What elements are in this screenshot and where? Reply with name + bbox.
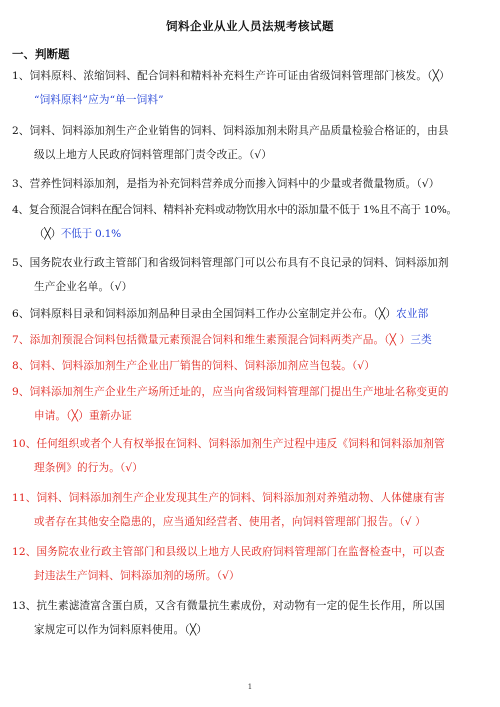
question-text-cont: 或者存在其他安全隐患的，应当通知经营者、使用者，向饲料管理部门报告。 (34, 516, 400, 528)
question-number: 4、 (12, 204, 29, 216)
answer-mark: （√） (248, 149, 272, 161)
question-text: 饲料添加剂生产企业生产场所迁址的，应当向省级饲料管理部门提出生产地址名称变更的 (29, 386, 449, 398)
question-8 (12, 354, 490, 378)
answer-mark: （√） (109, 281, 133, 293)
question-number: 9、 (12, 386, 30, 398)
question-13 (12, 594, 490, 642)
answer-mark: （╳） (66, 410, 89, 422)
question-number: 5、 (12, 257, 30, 269)
answer-note: 重新办证 (88, 410, 132, 422)
question-11 (12, 486, 490, 534)
answer-mark: （╳） (184, 624, 208, 636)
question-6 (12, 302, 490, 326)
answer-mark: （╳） (373, 308, 397, 320)
question-number: 1、 (12, 70, 30, 82)
question-number: 10、 (12, 438, 37, 450)
answer-note: “饲料原料”应为“单一饲料” (34, 94, 164, 106)
question-10 (12, 432, 490, 480)
question-number: 2、 (12, 125, 30, 137)
answer-mark: （√） (351, 360, 376, 372)
question-12 (12, 540, 490, 588)
question-text: 国务院农业行政主管部门和县级以上地方人民政府饲料管理部门在监督检查中，可以查 (36, 546, 445, 558)
question-3 (12, 172, 490, 196)
question-text: 任何组织或者个人有权举报在饲料、饲料添加剂生产过程中违反《饲料和饲料添加剂管 (36, 438, 445, 450)
answer-mark: （╳） (427, 70, 450, 82)
question-number: 12、 (12, 546, 37, 558)
answer-note: 农业部 (396, 308, 429, 320)
page-number: 1 (247, 683, 253, 691)
question-number: 7、 (12, 334, 30, 346)
question-text: 饲料、饲料添加剂生产企业销售的饲料、饲料添加剂未附具产品质量检验合格证的，由县 (29, 125, 449, 137)
question-number: 11、 (12, 492, 37, 504)
question-text-cont: 申请。 (34, 410, 67, 422)
question-number: 8、 (12, 360, 30, 372)
question-5 (12, 251, 490, 299)
answer-note: 不低于 0.1% (60, 228, 121, 240)
question-text-cont: 生产企业名单。 (34, 281, 110, 293)
answer-mark: （╳） (34, 228, 61, 240)
question-text-cont: 家规定可以作为饲料原料使用。 (34, 624, 185, 636)
question-text: 饲料、饲料添加剂生产企业出厂销售的饲料、饲料添加剂应当包装。 (29, 360, 352, 372)
answer-mark: （√） (216, 570, 240, 582)
question-number: 13、 (12, 600, 37, 612)
question-text-cont: 级以上地方人民政府饲料管理部门责令改正。 (34, 149, 249, 161)
question-7 (12, 328, 490, 352)
answer-mark: （√） (119, 462, 144, 474)
question-text-cont: 封违法生产饲料、饲料添加剂的场所。 (34, 570, 217, 582)
question-2 (12, 119, 490, 167)
question-text-cont: 理条例》的行为。 (34, 462, 120, 474)
question-text: 饲料、饲料添加剂生产企业发现其生产的饲料、饲料添加剂对养殖动物、人体健康有害 (36, 492, 445, 504)
question-9 (12, 380, 490, 428)
answer-mark: （╳ ） (384, 334, 411, 346)
question-1 (12, 64, 490, 112)
question-text: 添加剂预混合饲料包括微量元素预混合饲料和维生素预混合饲料两类产品。 (29, 334, 385, 346)
question-4 (12, 198, 490, 246)
page-title: 饲料企业从业人员法规考核试题 (166, 19, 334, 33)
section-heading: 一、判断题 (12, 47, 70, 61)
question-text: 抗生素滤渣富含蛋白质，又含有微量抗生素成份，对动物有一定的促生长作用，所以国 (36, 600, 445, 612)
question-text: 复合预混合饲料在配合饲料、精料补充料或动物饮用水中的添加量不低于 1%且不高于 10%。 (28, 204, 457, 216)
question-text: 营养性饲料添加剂，是指为补充饲料营养成分而掺入饲料中的少量或者微量物质。 (29, 178, 417, 190)
question-number: 6、 (12, 308, 30, 320)
answer-mark: （√ ） (399, 516, 426, 528)
question-text: 饲料原料、浓缩饲料、配合饲料和精料补充料生产许可证由省级饲料管理部门核发。 (29, 70, 428, 82)
question-text: 饲料原料目录和饲料添加剂品种目录由全国饲料工作办公室制定并公布。 (29, 308, 374, 320)
question-text: 国务院农业行政主管部门和省级饲料管理部门可以公布具有不良记录的饲料、饲料添加剂 (29, 257, 449, 269)
question-number: 3、 (12, 178, 30, 190)
answer-note: 三类 (410, 334, 432, 346)
answer-mark: （√） (416, 178, 440, 190)
